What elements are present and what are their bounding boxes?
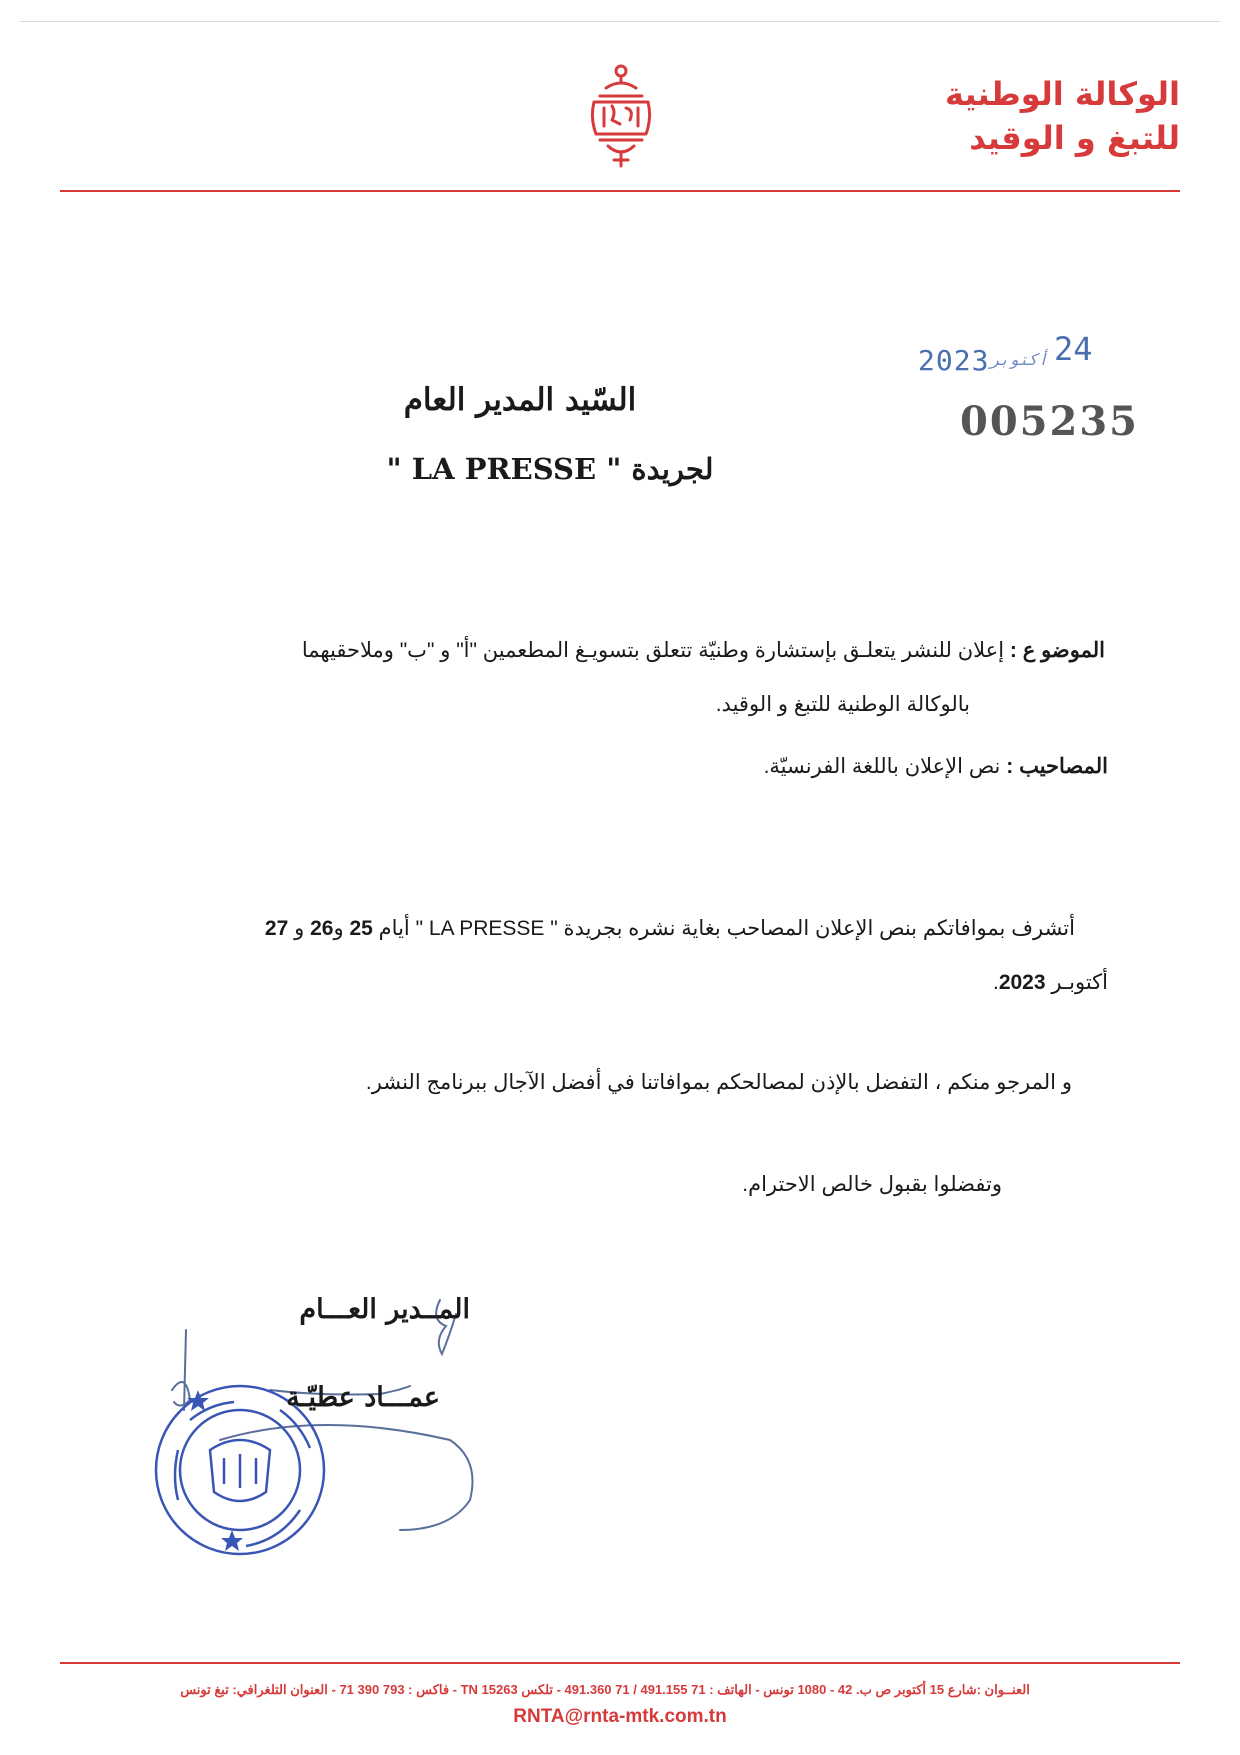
- date-stamp: [918, 330, 1098, 380]
- top-page-rule: [20, 21, 1220, 22]
- body-p1-and-1: و: [333, 917, 344, 940]
- footer-rule: [60, 1662, 1180, 1664]
- body-p1-month: أكتوبـر: [1051, 971, 1108, 994]
- closing-formula: وتفضلوا بقبول خالص الاحترام.: [742, 1173, 1002, 1196]
- attachment-label: المصاحيب :: [1006, 755, 1108, 778]
- signatory-title: المــدير العـــام: [299, 1294, 470, 1325]
- body-p1-prefix: أتشرف بموافاتكم بنص الإعلان المصاحب بغاية نشره بجريدة " LA PRESSE " أيام: [378, 917, 1075, 940]
- agency-name-line-2: للتبغ و الوقيد: [969, 119, 1180, 157]
- body-p1-day-3: 27: [264, 917, 289, 940]
- body-paragraph-1-line-1: [85, 914, 1075, 944]
- header-rule: [60, 190, 1180, 192]
- stamp-day: 24: [1054, 330, 1093, 368]
- subject-label: الموضو ع :: [1009, 639, 1105, 662]
- subject-text-line-1: إعلان للنشر يتعلـق بإستشارة وطنيّة تتعلق بتسويـغ المطعمين "أ" و "ب" وملاحقيهما: [301, 639, 1005, 662]
- addressee-newspaper: لجريدة " LA PRESSE ": [386, 452, 714, 486]
- body-p1-day-2: 26: [310, 917, 334, 940]
- signatory-name: عمـــاد عطيّـة: [286, 1382, 440, 1413]
- body-p1-end: .: [992, 971, 999, 994]
- body-p1-day-1: 25: [349, 917, 373, 940]
- footer-address: العنــوان :شارع 15 أكتوبر ص ب. 42 - 1080 تونس - الهاتف : 71 491.155 / 71 491.360 - تلكس TN 15263 - فاكس : 793 390 71 - العنوان التلغرافي: تبغ تونس: [180, 1682, 1030, 1697]
- reference-number: 005235: [960, 398, 1139, 445]
- subject-text-line-2: بالوكالة الوطنية للتبغ و الوقيد.: [715, 693, 970, 716]
- addressee-title: السّيد المدير العام: [403, 382, 637, 418]
- body-paragraph-1-line-2: [708, 968, 1108, 998]
- body-p1-year: 2023: [998, 971, 1046, 994]
- footer-email: RNTA@rnta-mtk.com.tn: [513, 1706, 727, 1727]
- body-paragraph-2: و المرجو منكم ، التفضل بالإذن لمصالحكم بموافاتنا في أفضل الآجال ببرنامج النشر.: [365, 1071, 1072, 1094]
- subject-line: [145, 636, 1105, 666]
- attachment-text: نص الإعلان باللغة الفرنسيّة.: [763, 755, 1001, 778]
- agency-name-line-1: الوكالة الوطنية: [945, 75, 1180, 113]
- stamp-month: أكتوبر: [990, 350, 1048, 369]
- agency-logo-icon: [580, 62, 662, 170]
- letterhead-agency-name: [820, 72, 1180, 160]
- attachment-line: [408, 752, 1108, 782]
- stamp-year: 2023: [918, 344, 990, 377]
- body-p1-and-2: و: [294, 917, 305, 940]
